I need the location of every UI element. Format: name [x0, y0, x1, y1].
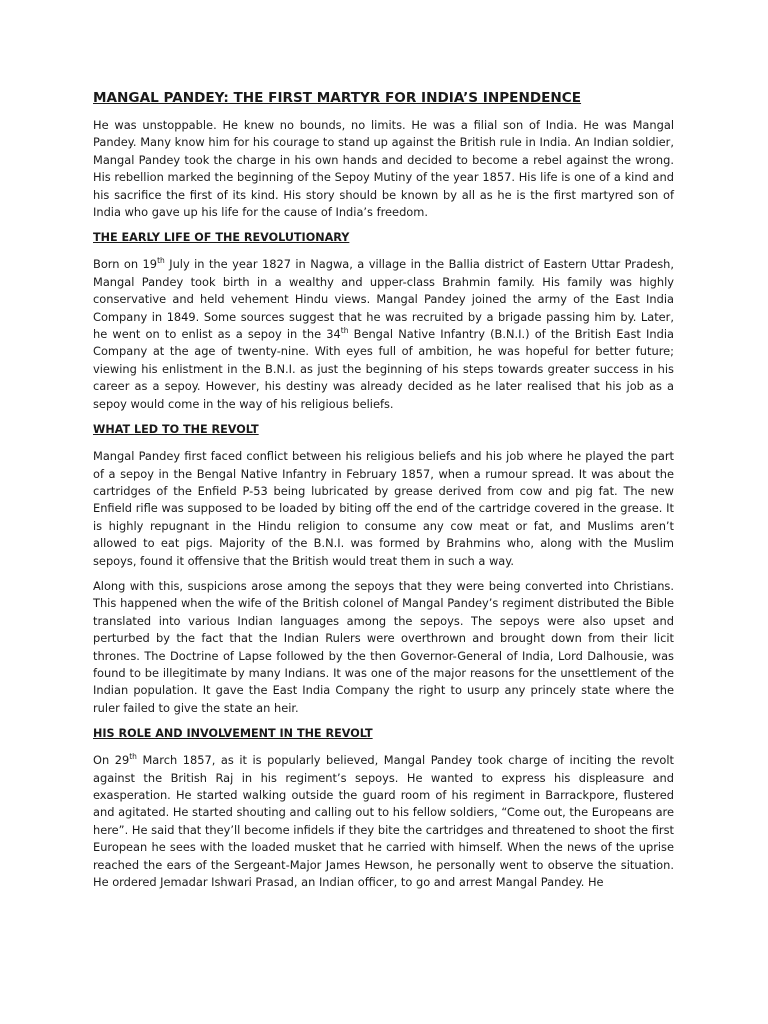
section-heading-revolt-cause: WHAT LED TO THE REVOLT — [93, 423, 259, 437]
intro-paragraph: He was unstoppable. He knew no bounds, no limits. He was a filial son of India. He was Mangal Pandey. Many know him for his courage to stand up against the British rule in India. An Indian soldier, Mangal Pandey took the charge in his own hands and decided to become a rebel against the wrong. His rebellion marked the beginning of the Sepoy Mutiny of the year 1857. His life is one of a kind and his sacrifice the first of its kind. His story should be known by all as he is the first martyred son of India who gave up his life for the cause of India’s freedom. — [93, 118, 674, 220]
role-paragraph — [93, 752, 674, 891]
document-title: MANGAL PANDEY: THE FIRST MARTYR FOR INDIA’S INPENDENCE — [93, 90, 582, 106]
early-life-text-start: Born on 19 — [93, 257, 158, 272]
section-heading-role: HIS ROLE AND INVOLVEMENT IN THE REVOLT — [93, 727, 373, 741]
early-life-text-end: Bengal Native Infantry (B.N.I.) of the British East India Company at the age of twenty-nine. With eyes full of ambition, he was hopeful for better future; viewing his enlistment in the B.N.I. as just the beginning of his steps towards greater success in his career as a sepoy. However, his destiny was already decided as he later realised that his job as a sepoy would come in the way of his religious beliefs. — [93, 327, 674, 411]
section-heading-early-life: THE EARLY LIFE OF THE REVOLUTIONARY — [93, 231, 350, 245]
role-text-start: On 29 — [93, 753, 130, 768]
revolt-cause-paragraph-2: Along with this, suspicions arose among the sepoys that they were being converted into Christians. This happened when the wife of the British colonel of Mangal Pandey’s regiment distributed the Bible translated into various Indian languages among the sepoys. The sepoys were also upset and perturbed by the fact that the Indian Rulers were overthrown and brought down from their licit thrones. The Doctrine of Lapse followed by the then Governor-General of India, Lord Dalhousie, was found to be illegitimate by many Indians. It was one of the major reasons for the unsettlement of the Indian population. It gave the East India Company the right to usurp any princely state where the ruler failed to give the state an heir. — [93, 578, 674, 715]
early-life-paragraph — [93, 256, 674, 413]
ordinal-superscript: th — [157, 256, 165, 266]
early-life-text-middle: July in the year 1827 in Nagwa, a village in the Ballia district of Eastern Uttar Pradesh, Mangal Pandey took birth in a wealthy and upper-class Brahmin family. His family was highly conservative and held vehement Hindu views. Mangal Pandey joined the army of the East India Company in 1849. Some sources suggest that he was recruited by a brigade passing him by. Later, he went on to enlist as a sepoy in the 34 — [93, 257, 674, 342]
ordinal-superscript: th — [129, 752, 137, 762]
revolt-cause-paragraph-1: Mangal Pandey first faced conflict between his religious beliefs and his job where he played the part of a sepoy in the Bengal Native Infantry in February 1857, when a rumour spread. It was about the cartridges of the Enfield P-53 being lubricated by grease derived from cow and pig fat. The new Enfield rifle was supposed to be loaded by biting off the end of the cartridge covered in the grease. It is highly repugnant in the Hindu religion to consume any cow meat or fat, and Muslims aren’t allowed to eat pigs. Majority of the B.N.I. was formed by Brahmins who, along with the Muslim sepoys, found it offensive that the British would treat them in such a way. — [93, 449, 674, 568]
role-text-end: March 1857, as it is popularly believed, Mangal Pandey took charge of inciting the revolt against the British Raj in his regiment’s sepoys. He wanted to express his displeasure and exasperation. He started walking outside the guard room of his regiment in Barrackpore, flustered and agitated. He started shouting and calling out to his fellow soldiers, “Come out, the Europeans are here”. He said that they’ll become infidels if they bite the cartridges and threatened to shoot the first European he sees with the loaded musket that he carried with himself. When the news of the uprise reached the ears of the Sergeant-Major James Hewson, he personally went to observe the situation. He ordered Jemadar Ishwari Prasad, an Indian officer, to go and arrest Mangal Pandey. He — [93, 753, 674, 890]
ordinal-superscript: th — [340, 326, 349, 336]
